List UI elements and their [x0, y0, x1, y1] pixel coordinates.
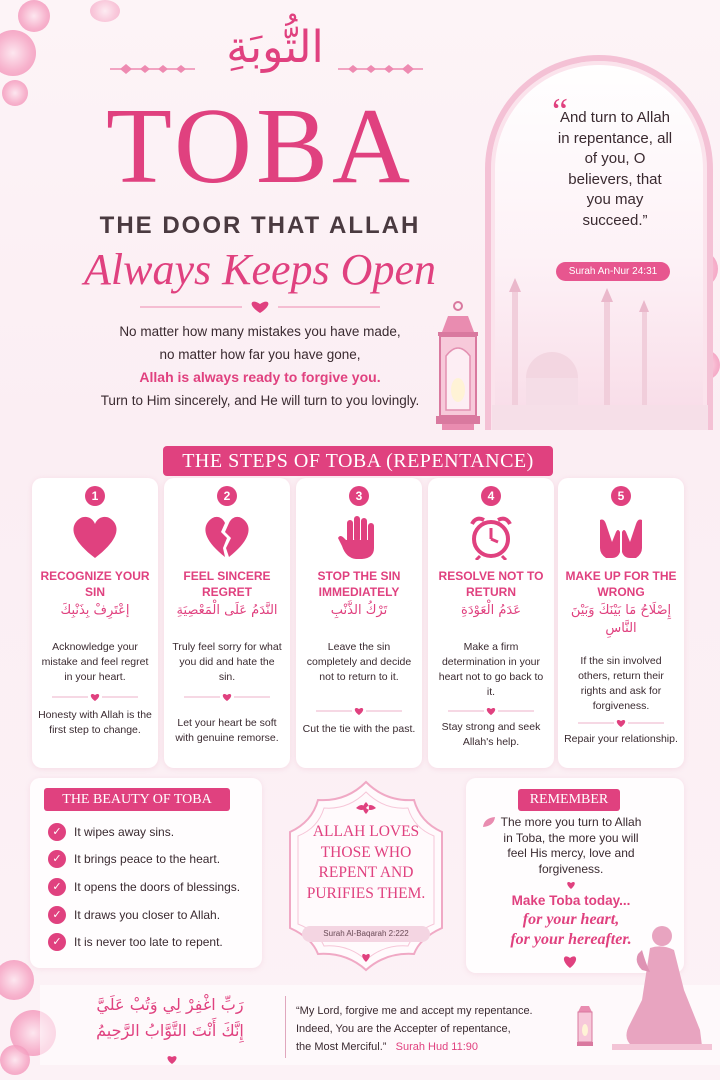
remember-cta-heart: for your heart, — [522, 911, 620, 928]
beauty-item: ✓ It brings peace to the heart. — [48, 849, 258, 869]
heart-divider — [578, 718, 664, 728]
dua-arabic-line-2: إِنَّكَ أَنْتَ التَّوَّابُ الرَّحِيمُ — [96, 1021, 244, 1040]
intro-text — [40, 320, 480, 412]
check-icon: ✓ — [48, 906, 66, 924]
step-description: Truly feel sorry for what you did and hate the sin. — [172, 641, 282, 683]
beauty-item: ✓ It wipes away sins. — [48, 822, 258, 842]
flower-decoration-bottom-left-3 — [0, 1045, 30, 1075]
intro-line-4: Turn to Him sincerely, and He will turn to you lovingly. — [100, 393, 420, 408]
step-description: Leave the sin completely and decide not to return to it. — [306, 641, 412, 683]
check-icon: ✓ — [48, 933, 66, 951]
step-number: 4 — [481, 486, 501, 506]
heart-divider — [448, 706, 534, 716]
raised-hands-icon — [596, 514, 646, 560]
dua-arabic-line-1: رَبِّ اغْفِرْ لِي وَتُبْ عَلَيَّ — [96, 995, 244, 1014]
alarm-clock-icon — [466, 514, 516, 560]
step-tip: Repair your relationship. — [564, 733, 678, 745]
flower-decoration-top-left-2 — [18, 0, 50, 32]
dua-reference: Surah Hud 11:90 — [395, 1041, 478, 1053]
step-title: RECOGNIZE YOUR SIN — [40, 569, 150, 599]
step-tip: Stay strong and seek Allah's help. — [441, 721, 541, 748]
step-title: MAKE UP FOR THE WRONG — [565, 569, 677, 599]
heart-icon — [70, 514, 120, 560]
subtitle-line-1: THE DOOR THAT ALLAH — [99, 212, 421, 239]
step-card-3 — [296, 478, 422, 768]
center-message: ALLAH LOVES THOSE WHO REPENT AND PURIFIES THEM. — [306, 823, 426, 902]
ornament-left — [110, 62, 195, 76]
check-icon: ✓ — [48, 850, 66, 868]
divider — [285, 996, 286, 1058]
remember-text: The more you turn to Allah in Toba, the more you will feel His mercy, love and forgiveness. — [500, 815, 642, 876]
beauty-item: ✓ It opens the doors of blessings. — [48, 877, 258, 897]
heart-divider — [184, 692, 270, 702]
steps-banner: THE STEPS OF TOBA (REPENTANCE) — [163, 446, 553, 476]
stop-hand-icon — [334, 514, 384, 560]
small-lantern-icon — [574, 1002, 596, 1052]
flower-decoration-top-left-3 — [2, 80, 28, 106]
step-number: 1 — [85, 486, 105, 506]
lantern-icon — [422, 300, 494, 450]
remember-title: REMEMBER — [518, 789, 620, 811]
step-arabic: إِصْلَاحُ مَا بَيْنَكَ وَبَيْنَ النَّاسِ — [570, 603, 672, 636]
dua-quote-line-3: the Most Merciful.” Surah Hud 11:90 — [296, 1041, 478, 1053]
dua-translation — [296, 1002, 586, 1056]
dua-quote-line-1: “My Lord, forgive me and accept my repentance. — [296, 1005, 533, 1017]
step-arabic: عَدَمُ الْعَوْدَةِ — [461, 603, 521, 618]
page-title: TOBA — [105, 87, 415, 206]
step-title: FEEL SINCERE REGRET — [183, 569, 271, 599]
quote-reference: Surah An-Nur 24:31 — [556, 262, 670, 281]
flower-decoration-bottom-left — [0, 960, 34, 1000]
step-arabic: إعْتَرِفْ بِذَنْبِكَ — [60, 603, 130, 618]
intro-line-1: No matter how many mistakes you have made, — [119, 324, 401, 339]
step-title: RESOLVE NOT TO RETURN — [438, 569, 544, 599]
remember-cta-hereafter: for your hereafter. — [510, 931, 632, 948]
step-description: If the sin involved others, return their rights and ask for forgiveness. — [578, 655, 664, 712]
step-card-1 — [32, 478, 158, 768]
check-icon: ✓ — [48, 823, 66, 841]
check-icon: ✓ — [48, 878, 66, 896]
step-description: Make a firm determination in your heart not to go back to it. — [438, 641, 544, 698]
step-arabic: تَرْكُ الذَّنْبِ — [330, 603, 388, 618]
heart-icon — [166, 1054, 178, 1064]
beauty-title: THE BEAUTY OF TOBA — [44, 788, 230, 811]
dua-arabic — [60, 992, 280, 1044]
center-reference: Surah Al-Baqarah 2:222 — [302, 926, 430, 942]
heart-icon — [566, 880, 576, 889]
beauty-item: ✓ It draws you closer to Allah. — [48, 905, 258, 925]
step-number: 2 — [217, 486, 237, 506]
mosque-illustration — [492, 270, 708, 430]
flower-decoration-top-left — [0, 30, 36, 76]
step-description: Acknowledge your mistake and feel regret in your heart. — [41, 641, 149, 683]
intro-line-2: no matter how far you have gone, — [159, 347, 361, 362]
subtitle-line-2: Always Keeps Open — [84, 245, 436, 294]
heart-divider — [52, 692, 138, 702]
quote-mark: “ — [552, 91, 568, 131]
step-number: 5 — [611, 486, 631, 506]
step-tip: Let your heart be soft with genuine remorse. — [175, 717, 279, 744]
broken-heart-icon — [202, 514, 252, 560]
step-tip: Cut the tie with the past. — [302, 723, 416, 735]
leaf-icon — [482, 816, 496, 828]
step-tip: Honesty with Allah is the first step to change. — [38, 709, 152, 736]
flower-decoration-top-left-4 — [90, 0, 120, 22]
remember-cta: Make Toba today... — [511, 893, 631, 908]
step-title: STOP THE SIN IMMEDIATELY — [317, 569, 401, 599]
praying-person-illustration — [612, 920, 712, 1050]
step-arabic: النَّدَمُ عَلَى الْمَعْصِيَةِ — [176, 603, 278, 618]
arabic-title: التُّوبَةِ — [226, 22, 324, 73]
step-card-5 — [558, 478, 684, 768]
heart-divider — [316, 706, 402, 716]
quote-text: And turn to Allah in repentance, all of you, O believers, that you may succeed.” — [557, 109, 673, 229]
intro-highlight: Allah is always ready to forgive you. — [139, 369, 381, 385]
dua-quote-line-2: Indeed, You are the Accepter of repentance, — [296, 1023, 511, 1035]
step-number: 3 — [349, 486, 369, 506]
heart-icon — [562, 954, 578, 968]
step-card-2 — [164, 478, 290, 768]
ornament-right — [338, 62, 423, 76]
heart-divider — [130, 300, 390, 314]
beauty-item: ✓ It is never too late to repent. — [48, 932, 258, 952]
step-card-4 — [428, 478, 554, 768]
